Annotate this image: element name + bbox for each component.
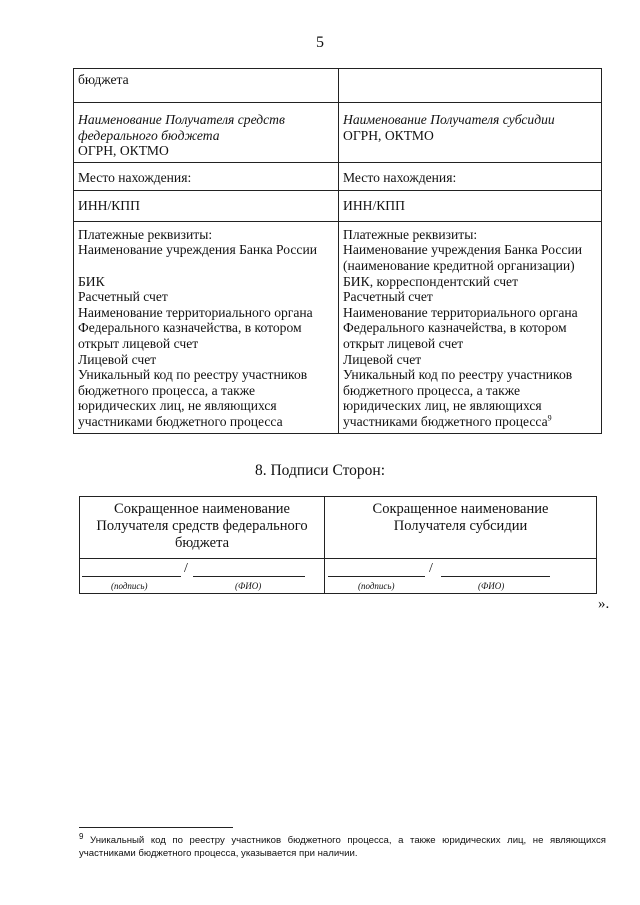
- table-cell-right: [339, 190, 602, 221]
- table-row: [80, 497, 597, 559]
- cell-text: открыт лицевой счет: [78, 335, 199, 351]
- footnote-ref: 9: [547, 413, 552, 423]
- header-text: бюджета: [174, 535, 230, 551]
- cell-text: участниками бюджетного процесса: [78, 413, 283, 429]
- signature-label: (подпись): [358, 581, 395, 591]
- signature-cell-right: [325, 559, 597, 594]
- cell-text: ОГРН, ОКТМО: [343, 127, 434, 143]
- cell-text: (наименование кредитной организации): [343, 257, 575, 273]
- signature-line: [82, 576, 181, 577]
- cell-text: Наименование Получателя субсидии: [343, 112, 555, 127]
- table-cell-right: [339, 162, 602, 190]
- requisites-table: [73, 68, 602, 434]
- cell-text: федерального бюджета: [78, 127, 220, 143]
- cell-text: Место нахождения:: [78, 169, 192, 185]
- cell-text: Лицевой счет: [78, 351, 157, 367]
- cell-text: ИНН/КПП: [78, 197, 140, 213]
- header-text: Получателя субсидии: [393, 518, 528, 534]
- table-cell-right: [339, 69, 602, 103]
- cell-text: БИК: [78, 273, 105, 289]
- cell-text: ОГРН, ОКТМО: [78, 143, 169, 159]
- header-text: Получателя средств федерального: [96, 518, 308, 534]
- name-label: (ФИО): [235, 581, 262, 591]
- name-line: [441, 576, 550, 577]
- table-row: [74, 190, 602, 221]
- cell-text: юридических лиц, не являющихся: [343, 398, 542, 414]
- cell-text: Платежные реквизиты:: [78, 226, 213, 242]
- cell-text: Место нахождения:: [343, 169, 457, 185]
- cell-text: Федерального казначейства, в котором: [78, 320, 302, 336]
- table-cell-left: [74, 221, 339, 433]
- table-cell-left: [74, 103, 339, 163]
- cell-text: Платежные реквизиты:: [343, 226, 478, 242]
- cell-text: Наименование Получателя средств: [78, 112, 285, 127]
- cell-text: Наименование учреждения Банка России: [343, 242, 583, 258]
- cell-text: БИК, корреспондентский счет: [343, 273, 519, 289]
- table-cell-right: [339, 221, 602, 433]
- cell-text: Расчетный счет: [343, 289, 433, 305]
- footnote-number: 9: [79, 831, 84, 841]
- header-text: Сокращенное наименование: [372, 501, 549, 517]
- cell-text: бюджетного процесса, а также: [343, 382, 520, 398]
- cell-text: Уникальный код по реестру участников: [343, 367, 573, 383]
- table-cell-left: [74, 162, 339, 190]
- closing-quote: ».: [598, 596, 610, 612]
- cell-text: Федерального казначейства, в котором: [343, 320, 567, 336]
- cell-text: бюджета: [78, 72, 129, 87]
- header-text: Сокращенное наименование: [114, 501, 290, 517]
- cell-text: Уникальный код по реестру участников: [78, 367, 308, 383]
- cell-text: бюджетного процесса, а также: [78, 382, 255, 398]
- table-row: [74, 162, 602, 190]
- cell-text: Наименование территориального органа: [78, 304, 313, 320]
- cell-text-main: участниками бюджетного процесса: [343, 413, 548, 429]
- footnote: [79, 831, 606, 860]
- slash: /: [429, 561, 433, 576]
- table-cell-left: [74, 69, 339, 103]
- cell-text: Лицевой счет: [343, 351, 422, 367]
- page-number: 5: [316, 34, 324, 51]
- signature-line: [328, 576, 425, 577]
- signature-header-right: [325, 497, 597, 559]
- table-cell-left: [74, 190, 339, 221]
- cell-text: юридических лиц, не являющихся: [78, 398, 277, 414]
- table-row: [80, 559, 597, 594]
- blank-line: [78, 258, 334, 274]
- slash: /: [184, 561, 188, 576]
- table-row: [74, 69, 602, 103]
- table-row: [74, 103, 602, 163]
- signature-header-left: [80, 497, 325, 559]
- cell-text: ИНН/КПП: [343, 197, 405, 213]
- signature-label: (подпись): [111, 581, 148, 591]
- name-line: [193, 576, 305, 577]
- footnote-separator: [79, 827, 233, 828]
- cell-text: [343, 414, 597, 430]
- cell-text: открыт лицевой счет: [343, 335, 464, 351]
- table-cell-right: [339, 103, 602, 163]
- cell-text: Наименование территориального органа: [343, 304, 578, 320]
- footnote-text: Уникальный код по реестру участников бюджетного процесса, а также юридических лиц, не являющихся участниками бюджетного процесса, указывается при наличии.: [79, 835, 606, 859]
- name-label: (ФИО): [478, 581, 505, 591]
- table-row: [74, 221, 602, 433]
- signature-cell-left: [80, 559, 325, 594]
- cell-text: Наименование учреждения Банка России: [78, 242, 318, 258]
- cell-text: Расчетный счет: [78, 289, 168, 305]
- signatures-title: 8. Подписи Сторон:: [254, 462, 386, 479]
- signatures-table: [79, 496, 597, 594]
